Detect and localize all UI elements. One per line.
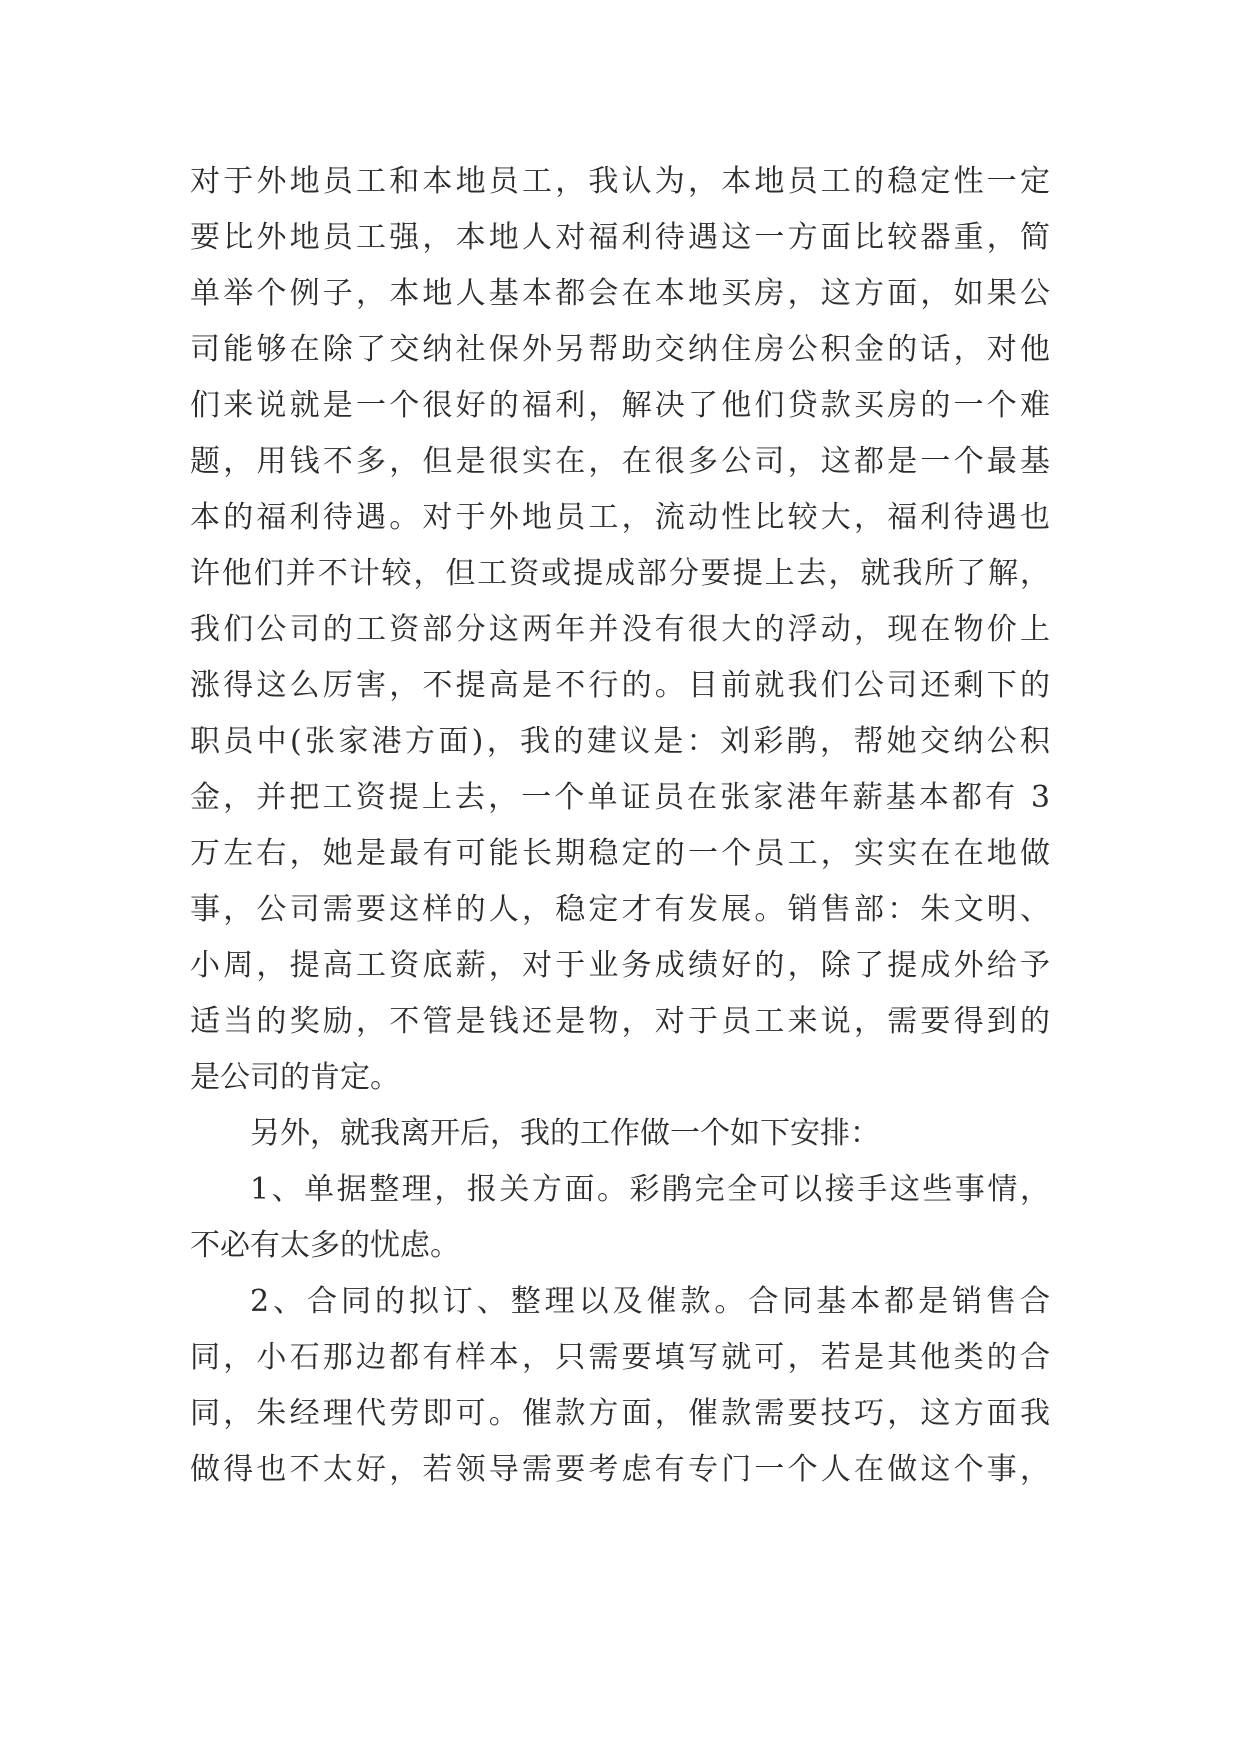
text-line: 我们公司的工资部分这两年并没有很大的浮动，现在物价上: [190, 612, 1050, 647]
text-line: 做得也不太好，若领导需要考虑有专门一个人在做这个事，: [190, 1452, 1050, 1487]
text-line: 职员中(张家港方面)，我的建议是：刘彩鹃，帮她交纳公积: [190, 724, 1050, 759]
text-line: 2、合同的拟订、整理以及催款。合同基本都是销售合: [250, 1284, 1050, 1319]
text-line: 小周，提高工资底薪，对于业务成绩好的，除了提成外给予: [190, 948, 1050, 983]
text-line: 同，朱经理代劳即可。催款方面，催款需要技巧，这方面我: [190, 1396, 1050, 1431]
text-line: 1、单据整理，报关方面。彩鹃完全可以接手这些事情，: [250, 1172, 1050, 1207]
text-line: 另外，就我离开后，我的工作做一个如下安排：: [250, 1116, 880, 1151]
text-line: 们来说就是一个很好的福利，解决了他们贷款买房的一个难: [190, 388, 1050, 423]
text-line: 本的福利待遇。对于外地员工，流动性比较大，福利待遇也: [190, 500, 1050, 535]
text-line: 适当的奖励，不管是钱还是物，对于员工来说，需要得到的: [190, 1004, 1050, 1039]
text-line: 题，用钱不多，但是很实在，在很多公司，这都是一个最基: [190, 444, 1050, 479]
text-line: 对于外地员工和本地员工，我认为，本地员工的稳定性一定: [190, 164, 1050, 199]
text-line: 司能够在除了交纳社保外另帮助交纳住房公积金的话，对他: [190, 332, 1050, 367]
text-line: 万左右，她是最有可能长期稳定的一个员工，实实在在地做: [190, 836, 1050, 871]
text-line: 要比外地员工强，本地人对福利待遇这一方面比较器重，简: [190, 220, 1050, 255]
text-line: 事，公司需要这样的人，稳定才有发展。销售部：朱文明、: [190, 892, 1050, 927]
text-line: 不必有太多的忧虑。: [190, 1228, 460, 1263]
text-line: 单举个例子，本地人基本都会在本地买房，这方面，如果公: [190, 276, 1050, 311]
text-line: 涨得这么厉害，不提高是不行的。目前就我们公司还剩下的: [190, 668, 1050, 703]
text-line: 许他们并不计较，但工资或提成部分要提上去，就我所了解，: [190, 556, 1050, 591]
text-line: 是公司的肯定。: [190, 1060, 400, 1095]
text-line: 金，并把工资提上去，一个单证员在张家港年薪基本都有 3: [190, 780, 1050, 815]
document-body: [190, 154, 1050, 1498]
text-line: 同，小石那边都有样本，只需要填写就可，若是其他类的合: [190, 1340, 1050, 1375]
